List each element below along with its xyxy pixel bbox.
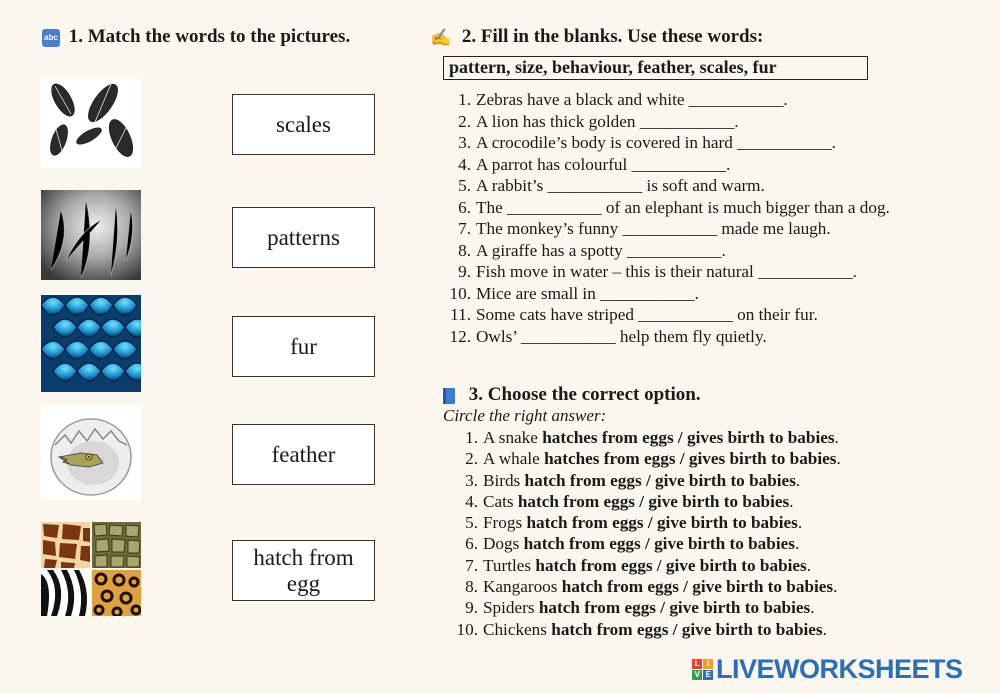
list-item: 2. A whale hatches from eggs / gives birth to babies . <box>465 449 841 469</box>
blank-input[interactable]: ___________ <box>639 111 735 131</box>
answer-options[interactable]: hatch from eggs / give birth to babies <box>535 555 807 575</box>
list-item: 8. A giraffe has a spotty ___________ . <box>458 240 726 260</box>
section-1-title-text: 1. Match the words to the pictures. <box>68 26 351 47</box>
answer-options[interactable]: hatch from eggs / give birth to babies <box>517 491 790 511</box>
match-word-fur: fur <box>290 333 317 359</box>
list-item: 3. A crocodile’s body is covered in hard ___________ . <box>458 133 836 152</box>
liveworksheets-logo <box>692 654 963 685</box>
match-box-patterns[interactable] <box>232 207 375 268</box>
abc-icon: abc <box>42 29 60 47</box>
list-item: 1. Zebras have a black and white ___________ . <box>458 90 788 109</box>
answer-options[interactable]: hatch from eggs / give birth to babies <box>526 513 798 533</box>
answer-options[interactable]: hatch from eggs / give birth to babies <box>524 470 796 490</box>
match-word-feather: feather <box>271 441 336 467</box>
match-word-scales: scales <box>276 111 331 137</box>
list-item: 3. Birds hatch from eggs / give birth to babies . <box>465 470 801 490</box>
match-box-hatch-from-egg[interactable] <box>232 540 375 601</box>
blank-input[interactable]: ___________ <box>737 133 832 152</box>
answer-options[interactable]: hatch from eggs / give birth to babies <box>538 598 811 618</box>
answer-options[interactable]: hatch from eggs / give birth to babies <box>551 619 823 639</box>
section-2-title-text: 2. Fill in the blanks. Use these words: <box>461 26 764 47</box>
blank-input[interactable]: ___________ <box>688 90 784 109</box>
match-word-patterns: patterns <box>267 224 340 250</box>
logo-text: LIVEWORKSHEETS <box>716 654 963 684</box>
answer-options[interactable]: hatches from eggs / gives birth to babies <box>542 428 835 447</box>
list-item: 7. Turtles hatch from eggs / give birth to babies . <box>465 555 812 575</box>
blank-input[interactable]: ___________ <box>507 197 602 217</box>
section-3-title <box>443 384 701 406</box>
list-item: 12. Owls’ ___________ help them fly quietly. <box>449 326 767 346</box>
blank-input[interactable]: ___________ <box>622 219 718 238</box>
blank-input[interactable]: ___________ <box>627 240 722 260</box>
list-item: 9. Fish move in water – this is their natural ___________ . <box>458 262 857 281</box>
fur-picture <box>41 190 141 280</box>
fill-in-blanks-list <box>440 89 890 347</box>
list-item: 5. Frogs hatch from eggs / give birth to babies . <box>465 513 803 533</box>
hatching-egg-picture <box>41 405 141 500</box>
section-2-title <box>430 26 763 48</box>
blank-input[interactable]: ___________ <box>600 283 695 303</box>
list-item: 4. Cats hatch from eggs / give birth to babies . <box>465 491 794 511</box>
list-item: 8. Kangaroos hatch from eggs / give birth to babies . <box>465 577 838 597</box>
blank-input[interactable]: ___________ <box>521 326 616 346</box>
list-item: 10. Chickens hatch from eggs / give birth to babies . <box>456 619 827 639</box>
answer-options[interactable]: hatches from eggs / gives birth to babies <box>544 449 837 469</box>
writing-hand-icon: ✍ <box>430 27 452 47</box>
blank-input[interactable]: ___________ <box>638 305 733 324</box>
answer-options[interactable]: hatch from eggs / give birth to babies <box>523 534 795 554</box>
scales-picture <box>41 295 141 392</box>
list-item: 11. Some cats have striped ___________ on their fur. <box>450 305 818 324</box>
blank-input[interactable]: ___________ <box>758 262 853 281</box>
list-item: 1. A snake hatches from eggs / gives birth to babies . <box>465 428 839 447</box>
blue-book-icon <box>443 388 455 404</box>
choose-option-list <box>452 427 841 640</box>
list-item: 5. A rabbit’s ___________ is soft and warm. <box>458 176 765 195</box>
list-item: 6. Dogs hatch from eggs / give birth to babies . <box>465 534 800 554</box>
animal-patterns-picture <box>41 522 141 616</box>
match-word-hatch-from-egg: hatch from egg <box>253 544 354 596</box>
list-item: 2. A lion has thick golden ___________ . <box>458 111 739 131</box>
feathers-picture <box>41 78 141 168</box>
list-item: 6. The ___________ of an elephant is much bigger than a dog. <box>458 197 890 217</box>
word-bank: pattern, size, behaviour, feather, scales, fur <box>443 56 868 80</box>
live-badge-icon: L I V E <box>692 659 713 680</box>
list-item: 4. A parrot has colourful ___________ . <box>458 154 731 174</box>
list-item: 7. The monkey’s funny ___________ made me laugh. <box>458 219 831 238</box>
list-item: 9. Spiders hatch from eggs / give birth to babies . <box>465 598 815 618</box>
list-item: 10. Mice are small in ___________ . <box>449 283 699 303</box>
section-3-subtitle: Circle the right answer: <box>443 406 607 425</box>
blank-input[interactable]: ___________ <box>547 176 643 195</box>
section-3-title-text: 3. Choose the correct option. <box>468 384 701 405</box>
match-box-scales[interactable] <box>232 94 375 155</box>
blank-input[interactable]: ___________ <box>631 154 727 174</box>
answer-options[interactable]: hatch from eggs / give birth to babies <box>561 577 834 597</box>
match-box-fur[interactable] <box>232 316 375 377</box>
match-box-feather[interactable] <box>232 424 375 485</box>
section-1-title <box>42 26 350 48</box>
